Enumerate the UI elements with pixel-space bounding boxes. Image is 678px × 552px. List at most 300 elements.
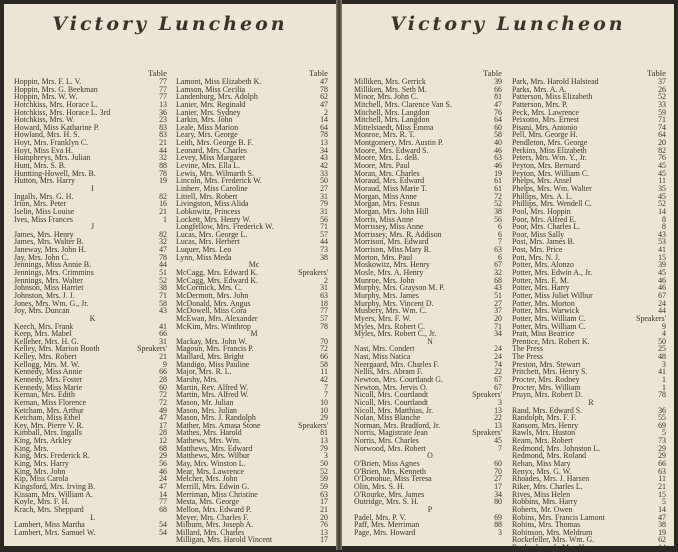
table-number: 72 (320, 344, 328, 354)
guest-name: Montgomery, Mrs. Austin P. (354, 138, 444, 148)
guest-name: Mathes, Mrs. Harold (176, 428, 242, 438)
table-number: 62 (320, 92, 328, 102)
guest-name: Hunt, Mrs. S. B. (14, 161, 66, 171)
table-number: 57 (320, 229, 328, 239)
table-number: 72 (159, 397, 167, 407)
table-number: 34 (494, 329, 502, 339)
table-number: 38 (320, 252, 328, 262)
table-number: 43 (494, 283, 502, 293)
guest-name: Outridge, Mrs. S. H. (354, 497, 419, 507)
guest-name: Monroe, Mrs. R. T. (354, 130, 415, 140)
guest-name: Potter, Mrs. E. M. (512, 275, 569, 285)
guest-name: Norris, Mrs. Charles (354, 436, 419, 446)
table-number: 58 (494, 130, 502, 140)
table-number: 66 (494, 84, 502, 94)
table-number: 17 (320, 497, 328, 507)
guest-name: Milburn, Mrs. Joseph A. (176, 520, 254, 530)
letter-label: Mc (248, 260, 260, 270)
guest-name: Peyton, Mrs. Bernard (512, 161, 580, 171)
guest-name: Robinson, Mrs. Meldrum (512, 527, 593, 537)
letter-label: L (90, 512, 95, 522)
table-number: 70 (494, 466, 502, 476)
table-number: 48 (658, 352, 666, 362)
table-number: 29 (159, 451, 167, 461)
table-number: 78 (320, 130, 328, 140)
guest-name: Morgan, Miss Anne (354, 191, 417, 201)
table-number: 32 (159, 153, 167, 163)
table-number: 34 (494, 489, 502, 499)
guest-name: Mason, Mr. Julian (176, 397, 234, 407)
table-number: 44 (159, 145, 167, 155)
table-number: 57 (320, 313, 328, 323)
table-number: 21 (159, 138, 167, 148)
table-number: 80 (494, 497, 502, 507)
guest-name: Procter, Mrs. Rodney (512, 374, 580, 384)
table-number: 41 (658, 245, 666, 255)
table-number: 37 (494, 306, 502, 316)
table-number: 27 (320, 183, 328, 193)
table-number: 39 (494, 77, 502, 86)
table-number: 82 (658, 145, 666, 155)
table-number: 31 (320, 191, 328, 201)
guest-name: Post, Mrs. James B. (512, 237, 575, 247)
guest-name: Peters, Mrs. Wm. Y., Jr. (512, 153, 587, 163)
table-number: 47 (320, 77, 328, 86)
guest-name: Hoyt, Mrs. Franklyn C. (14, 138, 89, 148)
table-number: 15 (658, 489, 666, 499)
table-number: 7 (498, 237, 502, 247)
guest-name: Kennedy, Miss Marie (14, 382, 83, 392)
guest-name: Matthews, Mrs. Wilbur (176, 451, 250, 461)
guest-name: The Press (512, 352, 543, 362)
guest-name: Redmond, Mrs. Roland (512, 451, 587, 461)
table-number: 10 (320, 397, 328, 407)
guest-name: Murphy, Mrs. James (354, 290, 419, 300)
table-number: 31 (320, 283, 328, 293)
table-number: 9 (662, 321, 666, 331)
guest-name: Myles, Mrs. Robert C., Jr. (354, 329, 437, 339)
table-number: 38 (494, 206, 502, 216)
guest-name: May, Mrs. Winston L. (176, 459, 246, 469)
table-number: 11 (320, 367, 328, 377)
guest-name: Johnston, Mrs. J. J. (14, 290, 75, 300)
guest-name: Pool, Mrs. Hoppin (512, 206, 571, 216)
table-number: 66 (159, 329, 167, 339)
guest-name: Nast, Miss Natica (354, 352, 411, 362)
guest-name: Nolan, Miss Blanche (354, 413, 421, 423)
table-number: 53 (658, 237, 666, 247)
table-number: 38 (159, 283, 167, 293)
table-number: 24 (159, 474, 167, 484)
guest-name: O'Rourke, Mrs. James (354, 489, 425, 499)
table-number: 61 (494, 176, 502, 186)
guest-name: Lamont, Miss Elizabeth K. (176, 77, 262, 86)
guest-name: Neergaard, Mrs. Charles F. (354, 359, 440, 369)
table-number: 47 (320, 99, 328, 109)
table-number: 17 (320, 535, 328, 545)
column-header: Table (148, 68, 167, 78)
guest-name: Rawls, Mrs. Huston (512, 428, 576, 438)
table-number: 2 (324, 275, 328, 285)
guest-name: Landenburg, Mrs. Adolph (176, 92, 258, 102)
table-number: 41 (658, 367, 666, 377)
guest-name: Kissam, Mrs. William A. (14, 489, 93, 499)
guest-name: James, Mrs. Walter B. (14, 237, 84, 247)
table-number: 76 (658, 153, 666, 163)
table-number: 43 (159, 306, 167, 316)
guest-name: Kimball, Mrs. Ingalls (14, 428, 82, 438)
guest-name: Iselin, Miss Louise (14, 206, 75, 216)
table-number: 42 (320, 374, 328, 384)
guest-name: Minor, Mrs. John C. (354, 92, 419, 102)
table-number: 44 (159, 260, 167, 270)
guest-name: Phelps, Mrs. Ansel (512, 176, 572, 186)
table-number: 14 (658, 543, 666, 552)
guest-name: Norman, Mrs. Bradford, Jr. (354, 420, 441, 430)
table-number: 76 (494, 107, 502, 117)
table-number: 46 (658, 275, 666, 285)
guest-name: Hutton, Mrs. Harry (14, 176, 75, 186)
table-number: 88 (494, 520, 502, 530)
table-number: 17 (494, 481, 502, 491)
guest-name: Newton, Mrs. Jervis O. (354, 382, 428, 392)
guest-name: Hoppin, Mrs. G. Beekman (14, 84, 98, 94)
table-number: 63 (320, 489, 328, 499)
table-number: 14 (320, 115, 328, 125)
table-number: 13 (494, 420, 502, 430)
guest-name: Olin, Mrs. S. H. (354, 481, 405, 491)
table-number: 72 (159, 390, 167, 400)
guest-name: Jennings, Miss Annie B. (14, 260, 91, 270)
guest-name: Milligan, Mrs. Harold Vincent (176, 535, 273, 545)
guest-name: Lambert, Mrs. Samuel W. (14, 527, 96, 537)
guest-name: Nellis, Mrs. Abram F. (354, 367, 423, 377)
guest-name: Martin, Rev. Alfred W. (176, 382, 249, 392)
table-number: 59 (320, 474, 328, 484)
table-number: 44 (320, 237, 328, 247)
table-number: 64 (494, 115, 502, 125)
table-number: 50 (320, 176, 328, 186)
guest-name: Ives, Miss Frances (14, 214, 73, 224)
table-number: Speakers' (472, 428, 502, 438)
guest-name: Moore, Mrs. Paul (354, 161, 410, 171)
guest-name: Keep, Mrs. Mabel (14, 329, 72, 339)
table-number: 45 (658, 168, 666, 178)
guest-name: Potter, Mrs. Alonzo (512, 260, 574, 270)
guest-name: Mittelstaedt, Miss Emma (354, 122, 434, 132)
table-number: 60 (494, 459, 502, 469)
guest-name: Myles, Mrs. Robert C. (354, 321, 426, 331)
table-number: 77 (159, 92, 167, 102)
table-number: 51 (159, 268, 167, 278)
table-number: 39 (658, 260, 666, 270)
table-number: 52 (494, 199, 502, 209)
table-number: 66 (658, 459, 666, 469)
table-number: 22 (494, 413, 502, 423)
name-list (354, 78, 506, 536)
table-number: 47 (159, 481, 167, 491)
guest-name: McDermott, Mrs. John (176, 290, 249, 300)
guest-name: Kernan, Mrs. Edith (14, 390, 75, 400)
guest-name: Merriman, Miss Christine (176, 489, 258, 499)
guest-name: McEwan, Mrs. Alexander (176, 313, 258, 323)
guest-name: Poor, Miss Sally (512, 229, 565, 239)
guest-name: Lincoln, Mrs. Frederick W. (176, 176, 262, 186)
table-number: 56 (320, 214, 328, 224)
table-number: 3 (498, 527, 502, 537)
guest-name: Howland, Mrs. H. S. (14, 130, 80, 140)
table-number: 76 (320, 520, 328, 530)
guest-name: Magoun, Mrs. Francis P. (176, 344, 254, 354)
guest-name: Robbins, Mrs. Harry (512, 497, 578, 507)
guest-name: Poor, Mrs. Alfred E. (512, 214, 577, 224)
guest-name: Merrill, Mrs. Edwin G. (176, 481, 250, 491)
guest-name: Livingston, Miss Alida (176, 199, 249, 209)
guest-name: Janeway, Mrs. John H. (14, 245, 86, 255)
table-number: 77 (159, 497, 167, 507)
guest-name: Meyer, Mrs. Charles F. (176, 512, 249, 522)
table-number: 69 (658, 420, 666, 430)
guest-name: Robins, Mrs. Thomas (512, 520, 581, 530)
guest-name: Kennedy, Miss Annie (14, 367, 83, 377)
table-number: 52 (658, 92, 666, 102)
guest-name: Nicoll, Mrs. Matthias, Jr. (354, 405, 434, 415)
guest-name: Murphy, Mrs. Vincent D. (354, 298, 434, 308)
table-number: 21 (658, 481, 666, 491)
table-number: 24 (494, 344, 502, 354)
table-number: 13 (320, 138, 328, 148)
name-list (14, 78, 171, 536)
guest-name: Matthews, Mrs. Edward (176, 443, 253, 453)
table-number: 83 (159, 130, 167, 140)
guest-name: Morris, Miss Anne (354, 214, 414, 224)
guest-name: Millard, Mrs. Charles (176, 527, 245, 537)
table-number: 61 (494, 183, 502, 193)
guest-name: Randolph, Mrs. F. F. (512, 413, 577, 423)
guest-name: Murphy, Mrs. Grayson M. P. (354, 283, 445, 293)
table-number: 35 (658, 183, 666, 193)
table-number: 58 (320, 359, 328, 369)
guest-name: Kelley, Mrs. Robert (14, 352, 77, 362)
table-number: 29 (658, 443, 666, 453)
right-page (342, 4, 674, 552)
guest-name: Rearn, Mrs. Robert (512, 436, 573, 446)
table-number: 21 (159, 352, 167, 362)
guest-name: Melcher, Mrs. John (176, 474, 238, 484)
table-number: 42 (320, 161, 328, 171)
guest-name: Ketcham, Mrs. Arthur (14, 405, 84, 415)
guest-name: Kelley, Mrs. Marion Booth (14, 344, 100, 354)
name-row (354, 529, 506, 537)
guest-name: Phillips, Mrs. A. L. (512, 191, 573, 201)
table-number: 13 (320, 436, 328, 446)
guest-name: Ransom, Mrs. Henry (512, 420, 579, 430)
table-number: 2 (324, 107, 328, 117)
table-number: 3 (324, 451, 328, 461)
table-number: 40 (494, 138, 502, 148)
guest-name: Lambert, Miss Martha (14, 520, 85, 530)
guest-name: Ketcham, Miss Ethel (14, 413, 81, 423)
guest-name: Riker, Mrs. Charles L. (512, 481, 583, 491)
table-number: 78 (320, 84, 328, 94)
guest-name: Rand, Mrs. Edward S. (512, 405, 583, 415)
guest-name: Moran, Mrs. Charles (354, 168, 420, 178)
table-number: 45 (494, 436, 502, 446)
guest-name: Lobkowitz, Princess (176, 206, 241, 216)
table-number: 34 (320, 145, 328, 155)
guest-name: Peyton, Mrs. William C. (512, 168, 590, 178)
guest-name: Morrison, Mrs. Edward (354, 237, 429, 247)
guest-name: McCagg, Mrs. Edward K. (176, 275, 258, 285)
table-number: 46 (159, 466, 167, 476)
guest-name: The Press (512, 344, 543, 354)
table-number: 3 (662, 359, 666, 369)
guest-name: Hotchkiss, Mrs. Horace L. 3rd (14, 107, 111, 117)
table-number: 67 (658, 290, 666, 300)
guest-name: Pisani, Mrs. Antonio (512, 122, 578, 132)
letter-label: P (427, 504, 433, 514)
table-number: 20 (320, 512, 328, 522)
guest-name: King, Mrs. John (14, 466, 66, 476)
table-number: 11 (658, 474, 666, 484)
guest-name: Prentice, Mrs. Robert K. (512, 336, 590, 346)
table-number: 74 (658, 122, 666, 132)
table-number: 52 (159, 275, 167, 285)
name-row (14, 529, 171, 537)
table-number: 70 (320, 336, 328, 346)
guest-name: Mosle, Mrs. A. Henry (354, 268, 424, 278)
table-number: 6 (498, 222, 502, 232)
table-number: 78 (159, 168, 167, 178)
table-number: 47 (658, 512, 666, 522)
table-number: 56 (494, 214, 502, 224)
guest-name: Kernan, Miss Florence (14, 397, 87, 407)
letter-label: R (588, 397, 594, 407)
table-number: 20 (494, 313, 502, 323)
guest-name: Hoppin, Mrs. W. W. (14, 92, 78, 102)
guest-name: McCagg, Mrs. Edward K. (176, 268, 258, 278)
guest-name: Padel, Mrs. P. V. (354, 512, 407, 522)
guest-name: Johnson, Miss Harriet (14, 283, 84, 293)
guest-name: Huntting-Howell, Mrs. B. (14, 168, 96, 178)
table-number: 8 (662, 222, 666, 232)
guest-name: Redmond, Mrs. Johnston L. (512, 443, 601, 453)
guest-name: Potter, Miss Juliet Wilbur (512, 290, 593, 300)
guest-name: Leonard, Mrs. Charles (176, 145, 247, 155)
table-number: 63 (658, 466, 666, 476)
table-number: 67 (494, 260, 502, 270)
table-number: 78 (658, 390, 666, 400)
guest-name: Linherr, Miss Caroline (176, 183, 248, 193)
table-number: 51 (494, 290, 502, 300)
guest-name: Lucas, Mrs. Herbert (176, 237, 240, 247)
guest-name: Leale, Miss Marion (176, 122, 239, 132)
guest-name: O'Brien, Miss Agnes (354, 459, 420, 469)
table-number: 3 (498, 397, 502, 407)
guest-name: Peixotto, Mrs. Ernest (512, 115, 580, 125)
guest-name: Morgan, Mrs. John Hill (354, 206, 429, 216)
guest-name: Moraud, Miss Marie T. (354, 183, 428, 193)
table-number: Speakers' (298, 268, 328, 278)
table-number: 33 (658, 99, 666, 109)
guest-name: Jones, Mrs. Wm. G., Jr. (14, 298, 89, 308)
table-number: 32 (159, 237, 167, 247)
guest-name: Rockefeller, Mrs. Wm. G. (512, 535, 595, 545)
table-number: 5 (662, 497, 666, 507)
guest-name: Rhoades, Mrs. J. Harsen (512, 474, 590, 484)
guest-name: Mandigo, Miss Pauline (176, 359, 250, 369)
letter-label: J (90, 222, 95, 232)
guest-name: Roberts, Mr. Owen (512, 504, 573, 514)
guest-name: Joy, Mrs. Duncan (14, 306, 70, 316)
guest-name: Nast, Mrs. Condert (354, 344, 415, 354)
table-number: 17 (159, 420, 167, 430)
column-header: Table (647, 68, 666, 78)
guest-name: Rives, Miss Helen (512, 489, 571, 499)
table-number: Speakers' (472, 390, 502, 400)
table-number: 46 (494, 145, 502, 155)
guest-name: Pritchett, Mrs. Henry S. (512, 367, 588, 377)
table-number: 6 (498, 229, 502, 239)
table-number: 22 (494, 367, 502, 377)
table-number: 77 (159, 84, 167, 94)
table-number: 81 (320, 428, 328, 438)
table-number: 43 (658, 229, 666, 239)
guest-name: King, Mrs. (14, 443, 49, 453)
letter-label: K (89, 313, 96, 323)
guest-name: Robins, Mrs. Francis Lamont (512, 512, 605, 522)
guest-name: Post, Mrs. Price (512, 245, 563, 255)
name-list (176, 78, 332, 544)
table-number: 71 (320, 222, 328, 232)
table-number: 20 (658, 138, 666, 148)
table-number: 14 (658, 504, 666, 514)
table-number: 37 (658, 77, 666, 86)
guest-name: Jennings, Mrs. Walter (14, 275, 83, 285)
table-number: 5 (662, 428, 666, 438)
table-number: 45 (658, 191, 666, 201)
table-number: 19 (658, 527, 666, 537)
guest-name: Milliken, Mrs. Seth M. (354, 84, 427, 94)
table-number: 63 (494, 245, 502, 255)
name-row (176, 536, 332, 544)
guest-name: Mackay, Mrs. John W. (176, 336, 247, 346)
table-number: 68 (494, 275, 502, 285)
guest-name: Milliken, Mrs. Gerrick (354, 77, 426, 86)
table-number: 81 (494, 92, 502, 102)
guest-name: Potter, Mrs. Harry (512, 283, 570, 293)
guest-name: Mitchell, Mrs. Langdon (354, 115, 430, 125)
letter-label: N (427, 336, 433, 346)
table-number: 82 (159, 229, 167, 239)
guest-name: Mather, Mrs. Amasa Stone (176, 420, 261, 430)
table-number: 73 (320, 245, 328, 255)
table-number: 45 (658, 161, 666, 171)
table-number: Speakers' (636, 313, 666, 323)
table-number: 36 (658, 405, 666, 415)
table-number: 66 (159, 367, 167, 377)
table-number: 79 (320, 443, 328, 453)
table-number: 68 (159, 443, 167, 453)
table-number: 25 (658, 344, 666, 354)
guest-name: Nicoll, Mrs. Courtlandt (354, 390, 429, 400)
guest-name: Phelps, Mrs. Wm. Walter (512, 183, 592, 193)
guest-name: Morgan, Mrs. Festus (354, 199, 420, 209)
guest-name: Mathews, Mrs. Wm. (176, 436, 241, 446)
guest-name: Morrissey, Mrs. R. Addison (354, 229, 442, 239)
guest-name: Moore, Mrs. L. deB. (354, 153, 420, 163)
table-number: 19 (159, 176, 167, 186)
